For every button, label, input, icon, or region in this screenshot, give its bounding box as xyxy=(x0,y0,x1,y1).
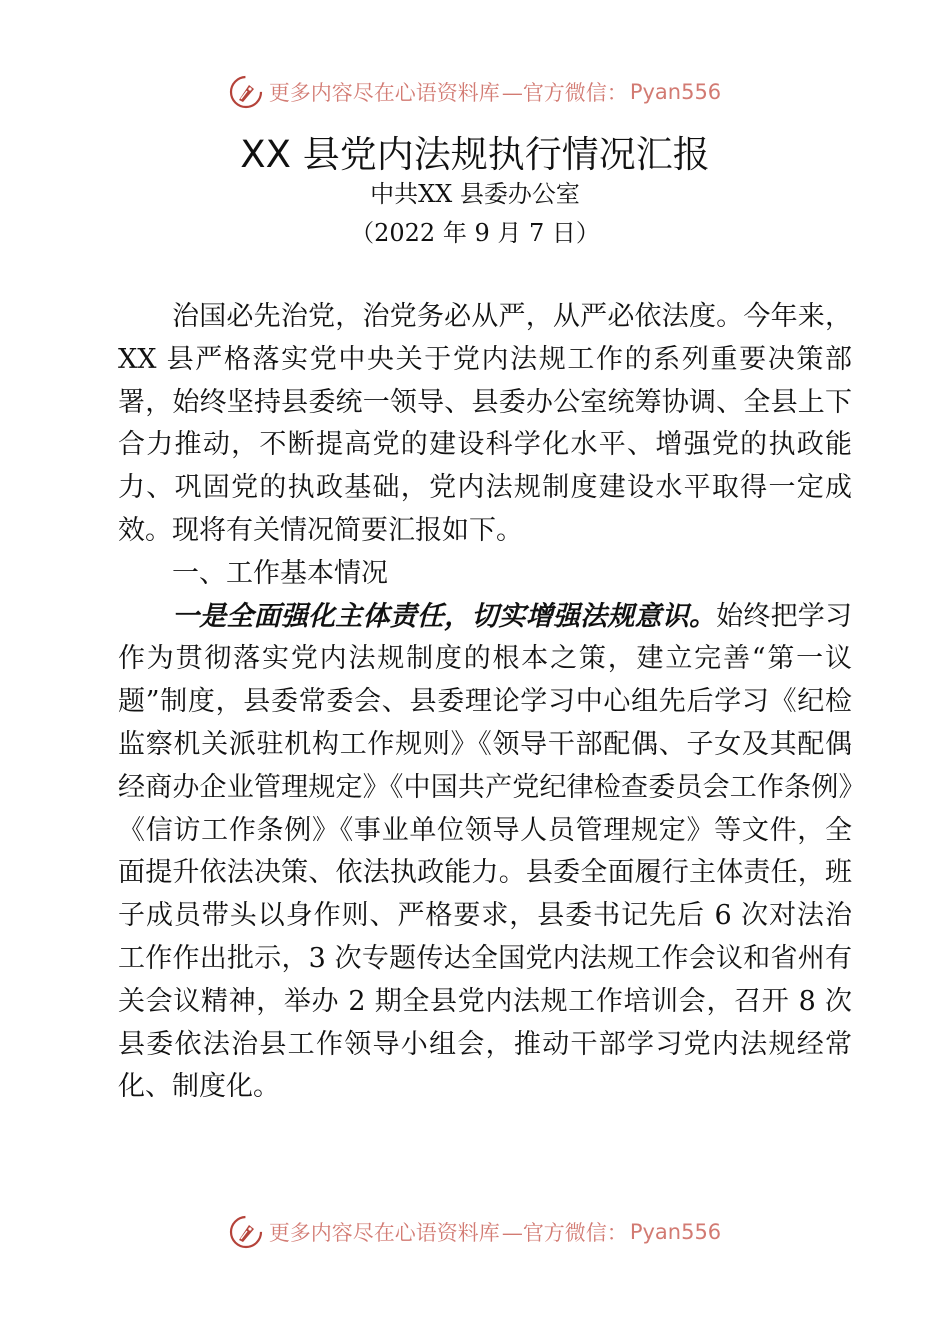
intro-paragraph: 治国必先治党，治党务必从严，从严必依法度。今年来，XX 县严格落实党中央关于党内法规工作的系列重要决策部署，始终坚持县委统一领导、县委办公室统筹协调、全县上下合力推动，不断提高党的建设科学化水平、增强党的执政能力、巩固党的执政基础，党内法规制度建设水平取得一定成效。现将有关情况简要汇报如下。 xyxy=(118,301,852,546)
fountain-pen-nib-icon xyxy=(229,75,263,109)
point-1-paragraph xyxy=(118,596,852,1110)
watermark-handle: Pyan556 xyxy=(629,1220,722,1244)
watermark-separator: —官方微信： xyxy=(501,1221,628,1245)
point-1-body: 始终把学习作为贯彻落实党内法规制度的根本之策，建立完善“第一议题”制度，县委常委会、县委理论学习中心组先后学习《纪检监察机关派驻机构工作规则》《领导干部配偶、子女及其配偶经商办企业管理规定》《中国共产党纪律检查委员会工作条例》《信访工作条例》《事业单位领导人员管理规定》等文件，全面提升依法决策、依法执政能力。县委全面履行主体责任，班子成员带头以身作则、严格要求，县委书记先后 6 次对法治工作作出批示，3 次专题传达全国党内法规工作会议和省州有关会议精神，举办 2 期全县党内法规工作培训会，召开 8 次县委依法治县工作领导小组会，推动干部学习党内法规经常化、制度化。 xyxy=(118,600,853,1103)
watermark-text: 更多内容尽在心语资料库 xyxy=(268,81,500,105)
document-body xyxy=(118,296,852,1109)
watermark-text: 更多内容尽在心语资料库 xyxy=(268,1221,500,1245)
watermark-header xyxy=(0,72,950,112)
document-issuer: 中共XX 县委办公室 xyxy=(370,180,580,208)
watermark-separator: —官方微信： xyxy=(501,81,628,105)
watermark-handle: Pyan556 xyxy=(629,80,722,104)
fountain-pen-nib-icon xyxy=(229,1215,263,1249)
document-title: XX 县党内法规执行情况汇报 xyxy=(240,133,710,176)
section-heading: 一、工作基本情况 xyxy=(172,557,388,589)
document-date: （2022 年 9 月 7 日） xyxy=(350,219,600,247)
point-1-lead: 一是全面强化主体责任，切实增强法规意识。 xyxy=(172,600,717,632)
watermark-footer xyxy=(0,1212,950,1252)
